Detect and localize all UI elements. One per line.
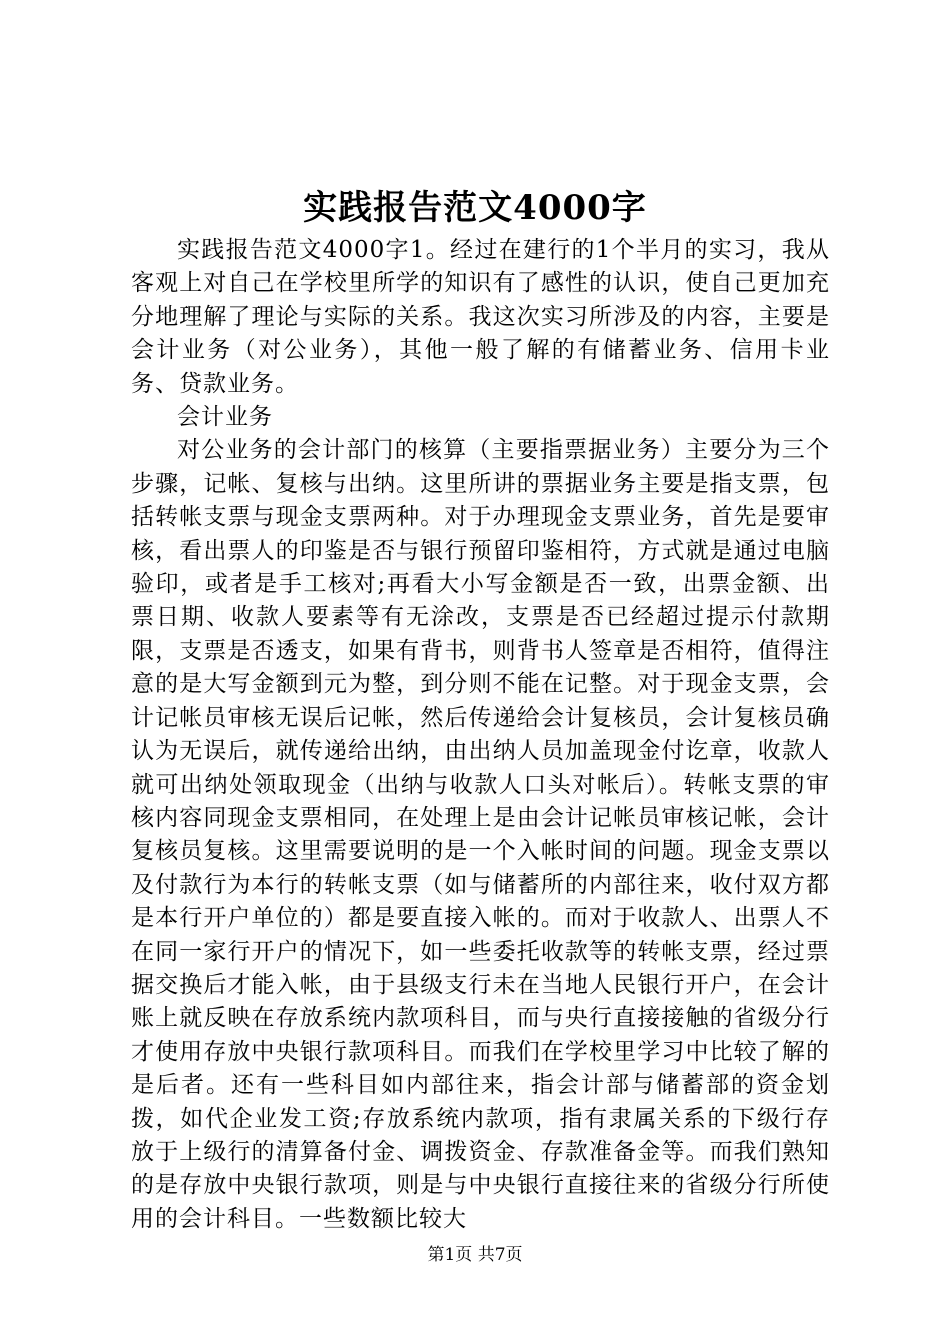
paragraph-accounting-business: 对公业务的会计部门的核算（主要指票据业务）主要分为三个步骤，记帐、复核与出纳。这里所讲的票据业务主要是指支票，包括转帐支票与现金支票两种。对于办理现金支票业务，首先是要审核，看出票人的印鉴是否与银行预留印鉴相符，方式就是通过电脑验印，或者是手工核对;再看大小写金额是否一致，出票金额、出票日期、收款人要素等有无涂改，支票是否已经超过提示付款期限，支票是否透支，如果有背书，则背书人签章是否相符，值得注意的是大写金额到元为整，到分则不能在记整。对于现金支票，会计记帐员审核无误后记帐，然后传递给会计复核员，会计复核员确认为无误后，就传递给出纳，由出纳人员加盖现金付讫章，收款人就可出纳处领取现金（出纳与收款人口头对帐后）。转帐支票的审核内容同现金支票相同，在处理上是由会计记帐员审核记帐，会计复核员复核。这里需要说明的是一个入帐时间的问题。现金支票以及付款行为本行的转帐支票（如与储蓄所的内部往来，收付双方都是本行开户单位的）都是要直接入帐的。而对于收款人、出票人不在同一家行开户的情况下，如一些委托收款等的转帐支票，经过票据交换后才能入帐，由于县级支行未在当地人民银行开户，在会计账上就反映在存放系统内款项科目，而与央行直接接触的省级分行才使用存放中央银行款项科目。而我们在学校里学习中比较了解的是后者。还有一些科目如内部往来，指会计部与储蓄部的资金划拨，如代企业发工资;存放系统内款项，指有隶属关系的下级行存放于上级行的清算备付金、调拨资金、存款准备金等。而我们熟知的是存放中央银行款项，则是与中央银行直接往来的省级分行所使用的会计科目。一些数额比较大 <box>131 437 830 1232</box>
page-footer: 第1页 共7页 <box>427 1245 523 1265</box>
paragraph-intro: 实践报告范文4000字1。经过在建行的1个半月的实习，我从客观上对自己在学校里所学的知识有了感性的认识，使自己更加充分地理解了理论与实际的关系。我这次实习所涉及的内容，主要是会计业务（对公业务），其他一般了解的有储蓄业务、信用卡业务、贷款业务。 <box>131 237 830 397</box>
document-title: 实践报告范文4000字 <box>303 188 647 228</box>
document-body <box>131 234 830 1236</box>
section-heading-accounting: 会计业务 <box>177 404 273 431</box>
